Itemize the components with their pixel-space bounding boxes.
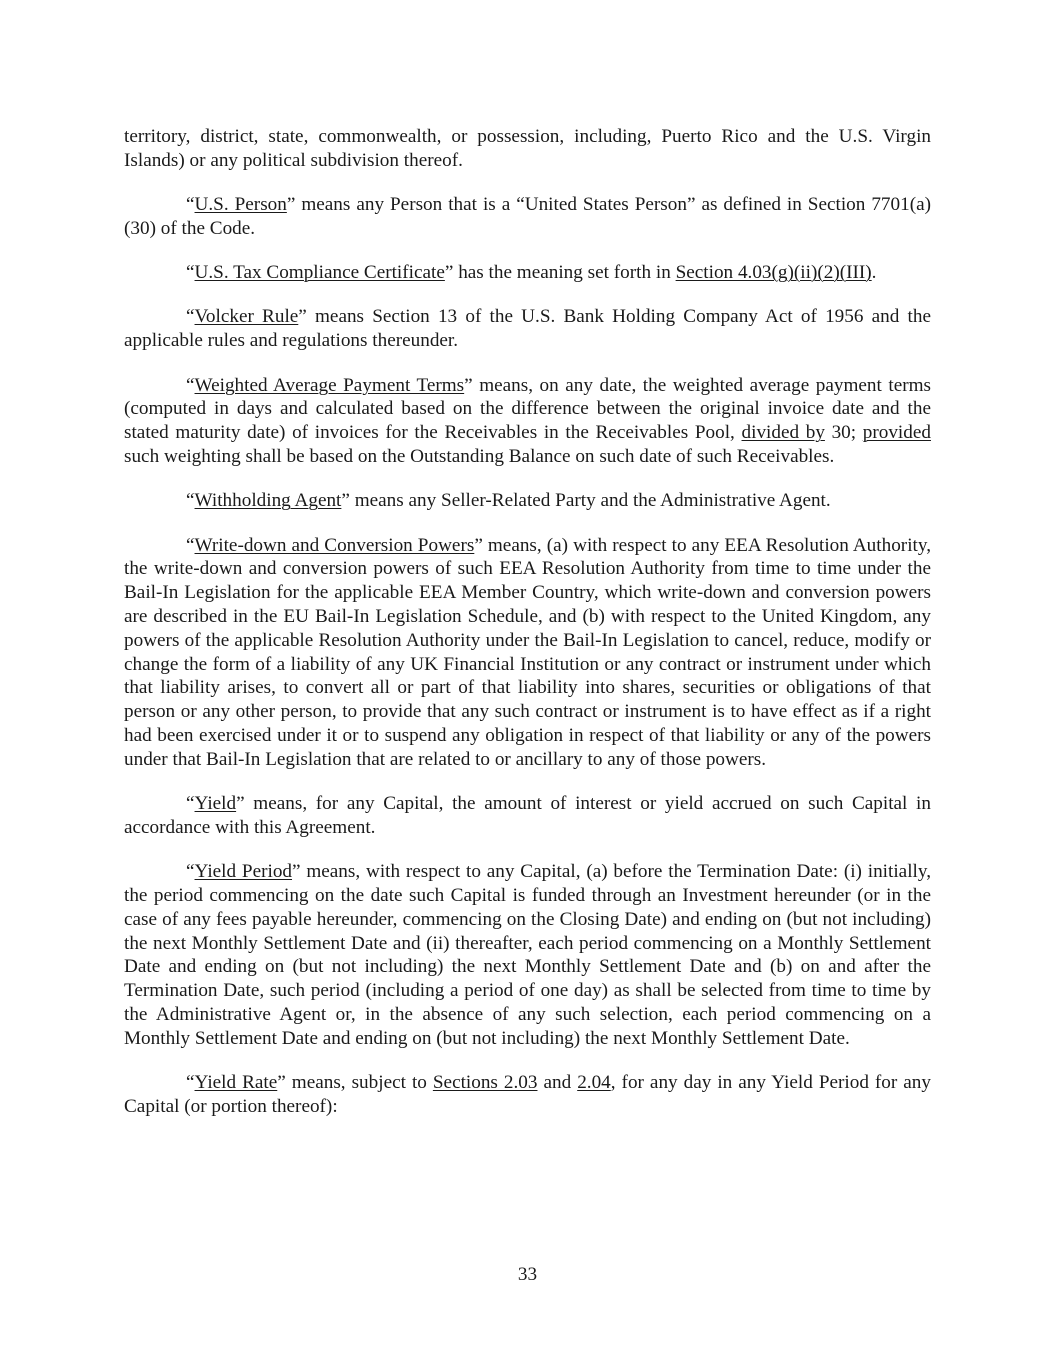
text-segment: “	[186, 306, 195, 328]
underlined-term: U.S. Tax Compliance Certificate	[194, 262, 445, 284]
text-segment: ” means, (a) with respect to any EEA Resolution Authority, the write-down and conversion powers of such EEA Resolution Authority from time to time under the Bail-In Legislation for the applicable EEA Member Country, which write-down and conversion powers are described in the EU Bail-In Legislation Schedule, and (b) with respect to the United Kingdom, any powers of the applicable Resolution Authority under the Bail-In Legislation to cancel, reduce, modify or change the form of a liability of any UK Financial Institution or any contract or instrument under which that liability arises, to convert all or part of that liability into shares, securities or obligations of that person or any other person, to provide that any such contract or instrument is to have effect as if a right had been exercised under it or to suspend any obligation in respect of that liability or any of the powers under that Bail-In Legislation that are related to or ancillary to any of those powers.	[124, 534, 931, 770]
text-segment: “	[186, 490, 195, 512]
text-segment: ” means, with respect to any Capital, (a) before the Termination Date: (i) initially, the period commencing on the date such Capital is funded through an Investment hereunder (or in the case of any fees payable hereunder, commencing on the Closing Date) and ending on (but not including) the next Monthly Settlement Date and (ii) thereafter, each period commencing on a Monthly Settlement Date and ending on (but not including) the next Monthly Settlement Date and (b) on and after the Termination Date, such period (including a period of one day) as shall be selected from time to time by the Administrative Agent or, in the absence of any such selection, each period commencing on a Monthly Settlement Date and ending on (but not including) the next Monthly Settlement Date.	[124, 861, 931, 1049]
text-segment: ” means any Seller-Related Party and the Administrative Agent.	[341, 490, 831, 512]
underlined-term: Yield Rate	[194, 1072, 278, 1093]
text-segment: “	[186, 194, 195, 216]
paragraph-yield-rate	[124, 1071, 931, 1119]
text-segment: ” means Section 13 of the U.S. Bank Holding Company Act of 1956 and the applicable rules and regulations thereunder.	[124, 306, 932, 352]
underlined-term: Yield	[194, 793, 237, 815]
paragraph-us-person	[124, 193, 931, 241]
text-segment: such weighting shall be based on the Outstanding Balance on such date of such Receivables.	[124, 445, 835, 467]
document-body	[124, 125, 931, 1119]
text-segment: and	[537, 1072, 578, 1093]
text-segment: “	[186, 534, 195, 556]
text-segment: , for any day in any Yield Period for any Capital (or portion thereof):	[124, 1072, 931, 1117]
underlined-term: Volcker Rule	[194, 306, 299, 328]
underlined-term: Section 4.03(g)(ii)(2)(III)	[675, 262, 872, 284]
text-segment: ” has the meaning set forth in	[444, 262, 676, 284]
text-segment: “	[186, 861, 195, 883]
underlined-term: divided by	[741, 422, 825, 444]
paragraph-us-tax-compliance-certificate	[124, 261, 931, 285]
text-segment: ” means any Person that is a “United States Person” as defined in Section 7701(a)(30) of the Code.	[124, 194, 931, 239]
underlined-term: Yield Period	[194, 861, 293, 883]
underlined-term: Weighted Average Payment Terms	[194, 374, 465, 396]
page-number: 33	[517, 1264, 538, 1285]
text-segment: “	[186, 793, 195, 815]
text-segment: “	[186, 262, 195, 284]
text-segment: “	[186, 1072, 195, 1093]
text-segment: territory, district, state, commonwealth, or possession, including, Puerto Rico and the U.S. Virgin Islands) or any political subdivision thereof.	[124, 126, 931, 171]
underlined-term: provided	[862, 422, 931, 444]
paragraph-write-down-and-conversion-powers	[124, 534, 931, 772]
paragraph-territory-continuation	[124, 125, 931, 173]
underlined-term: U.S. Person	[194, 194, 287, 216]
paragraph-yield-period	[124, 860, 931, 1050]
text-segment: ” means, for any Capital, the amount of interest or yield accrued on such Capital in accordance with this Agreement.	[124, 793, 931, 838]
paragraph-volcker-rule	[124, 305, 931, 353]
text-segment: ” means, on any date, the weighted average payment terms (computed in days and calculated based on the difference between the original invoice date and the stated maturity date) of invoices for the Receivables in the Receivables Pool,	[124, 374, 932, 444]
underlined-term: Sections 2.03	[432, 1072, 538, 1093]
text-segment: .	[871, 262, 877, 284]
underlined-term: Withholding Agent	[194, 490, 342, 512]
text-segment: ” means, subject to	[277, 1072, 433, 1093]
underlined-term: 2.04	[577, 1072, 611, 1093]
underlined-term: Write-down and Conversion Powers	[194, 534, 475, 556]
paragraph-yield	[124, 792, 931, 840]
text-segment: 30;	[824, 422, 863, 444]
paragraph-weighted-average-payment-terms	[124, 374, 931, 469]
text-segment: “	[186, 374, 195, 396]
paragraph-withholding-agent	[124, 489, 931, 513]
